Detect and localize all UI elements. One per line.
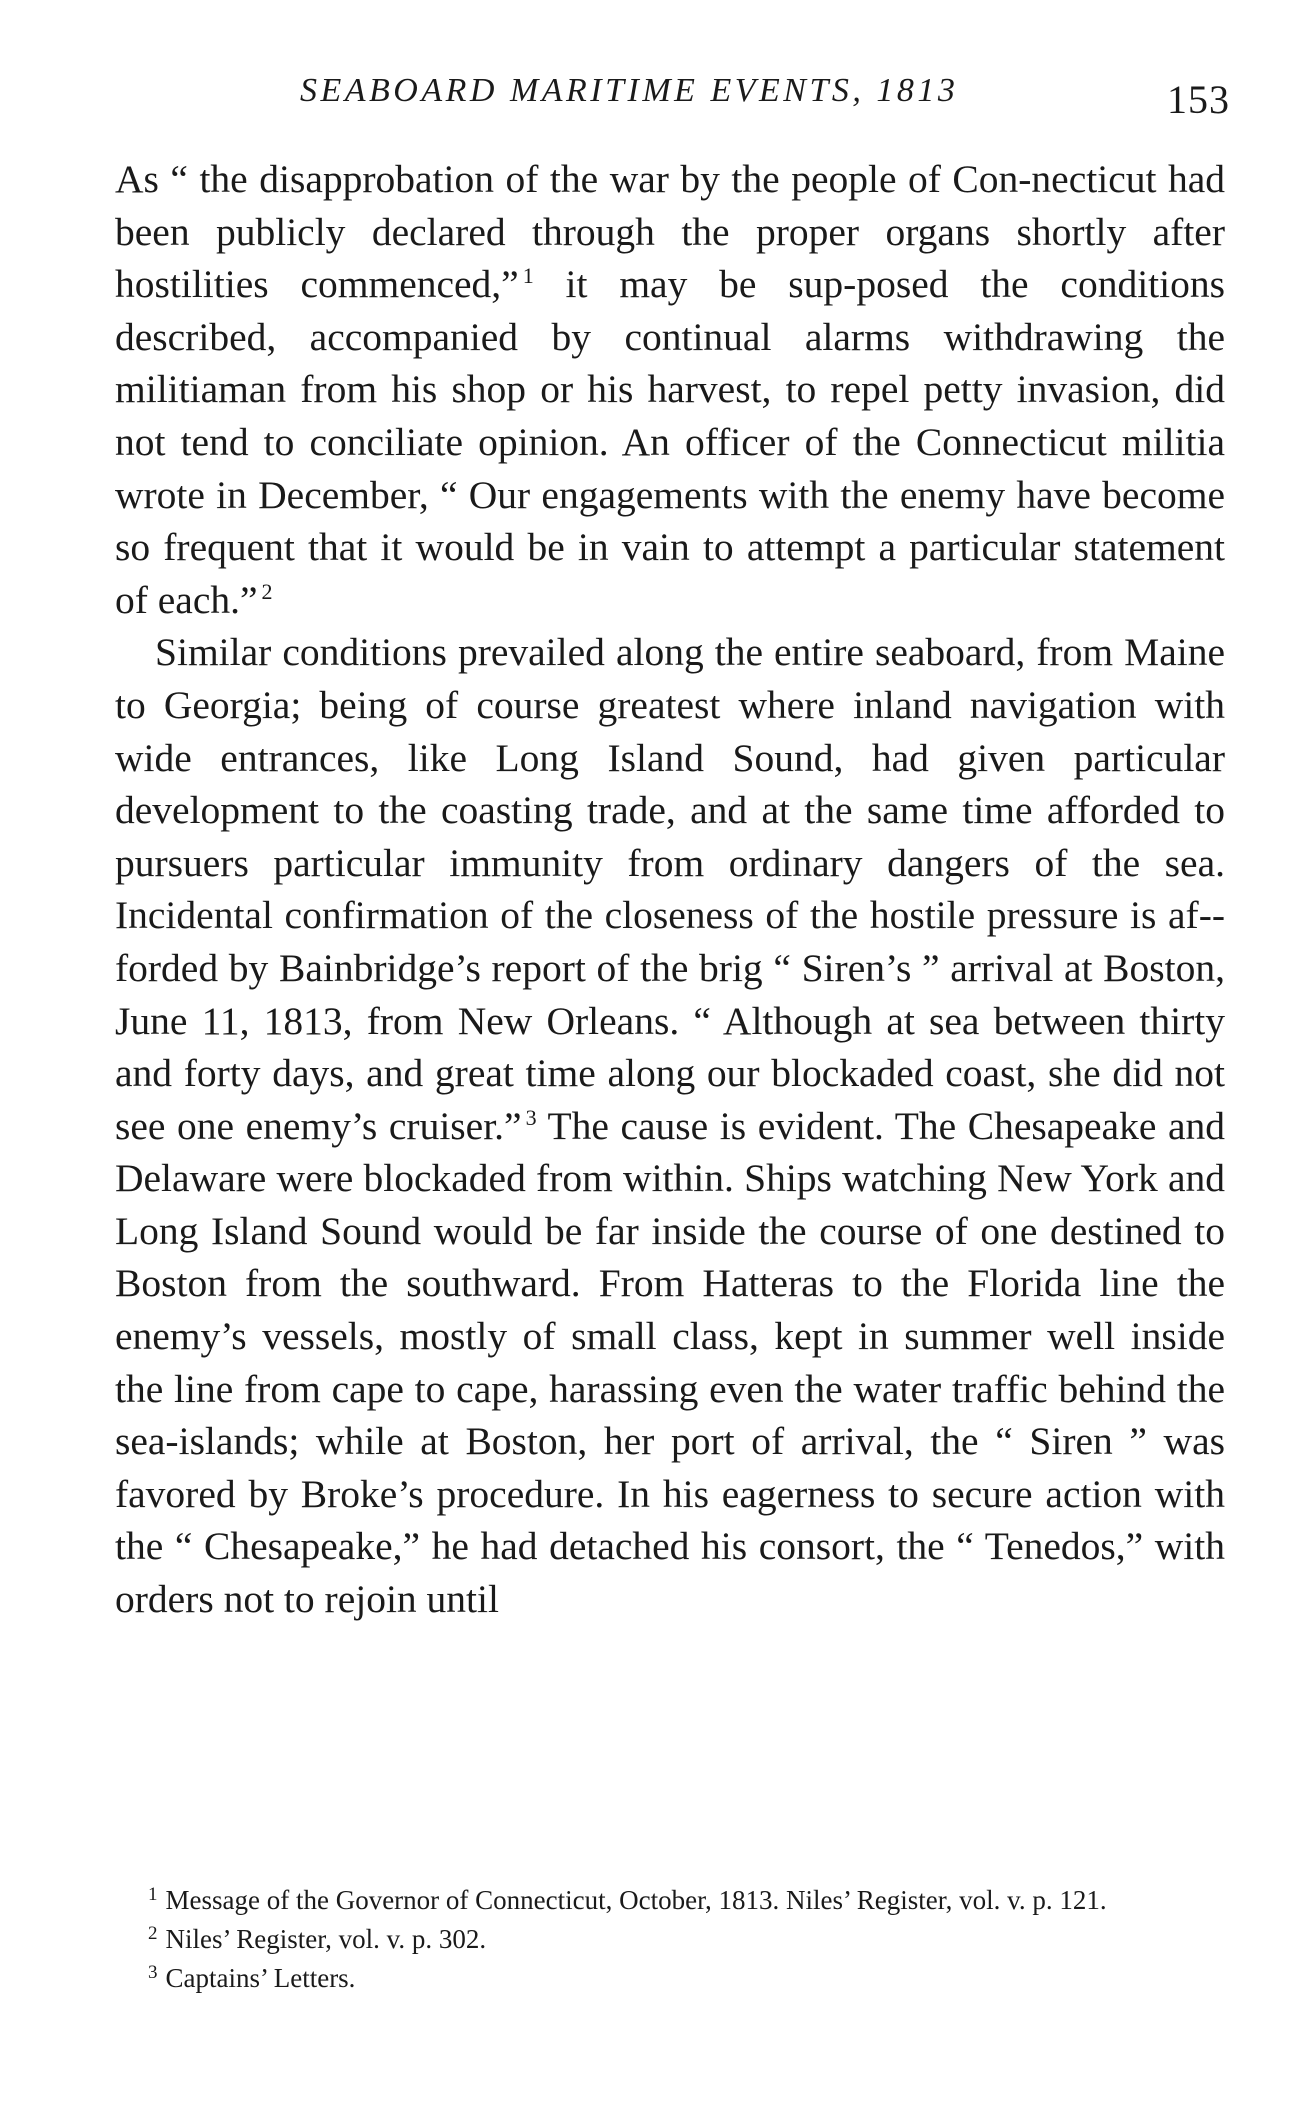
footnote-ref-3: 3 bbox=[525, 1104, 537, 1130]
footnote-1 bbox=[108, 1878, 1225, 1917]
paragraph-1-text-continued: it may be sup-posed the conditions described, accompanied by continual alarms withdrawing the militiaman from his shop or his harvest, to repel petty invasion, did not tend to conciliate opinion. An officer of the Connecticut militia wrote in December, “ Our engagements with the enemy have become so frequent that it would be in vain to attempt a particular statement of each.” bbox=[115, 262, 1226, 622]
footnote-number: 2 bbox=[148, 1923, 158, 1944]
footnote-2 bbox=[108, 1917, 1225, 1956]
paragraph-2-text-continued: The cause is evident. The Chesapeake and Delaware were blockaded from within. Ships watching New York and Long Island Sound would be far inside the course of one destined to Boston from the southward. From Hatteras to the Florida line the enemy’s vessels, mostly of small class, kept in summer well inside the line from cape to cape, harassing even the water traffic behind the sea-islands; while at Boston, her port of arrival, the “ Siren ” was favored by Broke’s procedure. In his eagerness to secure action with the “ Chesapeake,” he had detached his consort, the “ Tenedos,” with orders not to rejoin until bbox=[115, 1103, 1225, 1622]
paragraph-1 bbox=[115, 153, 1225, 626]
paragraph-2-text: Similar conditions prevailed along the entire seaboard, from Maine to Georgia; being of course greatest where inland navigation with wide entrances, like Long Island Sound, had given particular development to the coasting trade, and at the same time afforded to pursuers particular immunity from ordinary dangers of the sea. Incidental confirmation of the closeness of the hostile pressure is af-forded by Bainbridge’s report of the brig “ Siren’s ” arrival at Boston, June 11, 1813, from New Orleans. “ Although at sea between thirty and forty days, and great time along our blockaded coast, she did not see one enemy’s cruiser.” bbox=[115, 630, 1225, 1148]
paragraph-1-text: As “ the disapprobation of the war by the people of Con-necticut had been publicly declared through the proper organs shortly after hostilities commenced,” bbox=[115, 157, 1225, 307]
footnote-number: 1 bbox=[148, 1884, 158, 1905]
page-number: 153 bbox=[1167, 77, 1230, 122]
paragraph-2 bbox=[115, 626, 1225, 1625]
footnote-number: 3 bbox=[148, 1962, 158, 1983]
footnote-text: Message of the Governor of Connecticut, October, 1813. Niles’ Register, vol. v. p. 121. bbox=[165, 1885, 1107, 1915]
footnote-3 bbox=[108, 1956, 1225, 1995]
footnote-ref-2: 2 bbox=[261, 578, 273, 604]
footnote-text: Captains’ Letters. bbox=[165, 1963, 356, 1993]
running-head bbox=[300, 72, 1230, 122]
footnote-ref-1: 1 bbox=[522, 263, 534, 289]
footnotes bbox=[108, 1878, 1225, 1995]
body-text bbox=[115, 153, 1225, 1626]
running-title: SEABOARD MARITIME EVENTS, 1813 bbox=[300, 72, 959, 109]
footnote-text: Niles’ Register, vol. v. p. 302. bbox=[165, 1924, 487, 1954]
